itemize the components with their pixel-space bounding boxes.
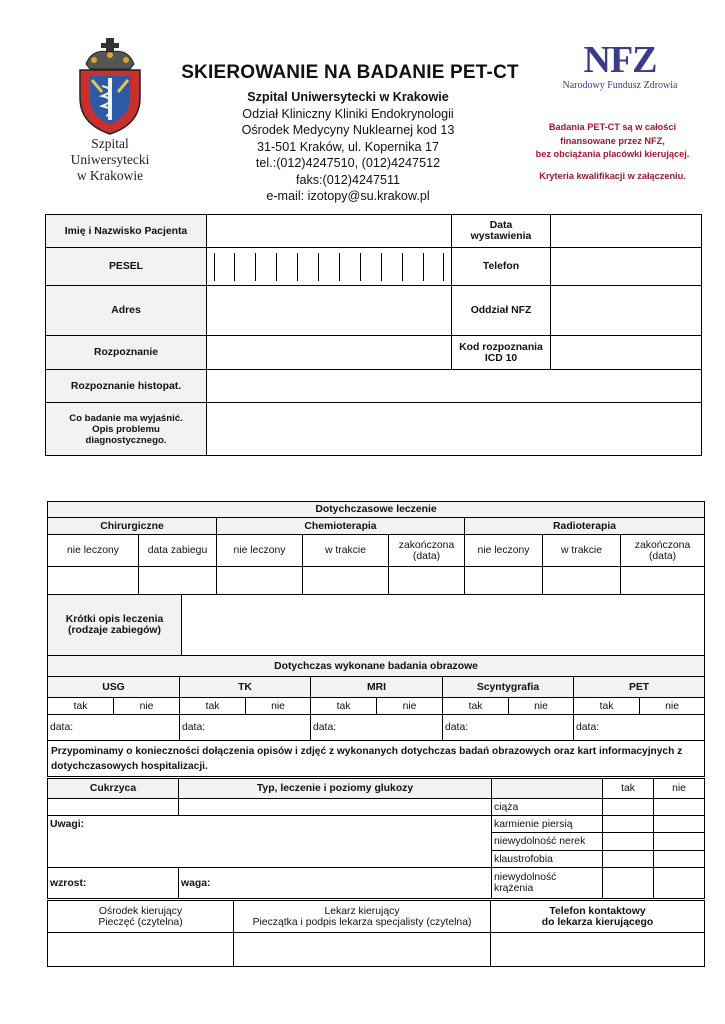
contact-phone-label: Telefon kontaktowy do lekarza kierującego xyxy=(491,901,705,933)
treatment-desc-table xyxy=(47,594,705,656)
pesel-label: PESEL xyxy=(46,248,207,286)
treatment-desc-field[interactable] xyxy=(182,595,705,656)
clinical-table xyxy=(47,778,705,899)
scint-header: Scyntygrafia xyxy=(443,677,574,698)
hospital-address-block: Szpital Uniwersytecki w Krakowie Odział Kliniczny Kliniki Endokrynologii Ośrodek Medycyny Nuklearnej kod 13 31-501 Kraków, ul. Kopernika 17 tel.:(012)4247510, (012)4247512 faks:(012)4247511 e-mail: izotopy@su.krakow.pl xyxy=(241,90,455,203)
explain-label: Co badanie ma wyjaśnić. Opis problemu diagnostycznego. xyxy=(46,403,207,456)
reminder-text: Przypominamy o konieczności dołączenia opisów i zdjęć z wykonanych dotychczas badań obrazowych oraz kart informacyjnych z dotychczasowych hospitalizacji. xyxy=(48,741,705,777)
pet-date[interactable]: data: xyxy=(574,715,705,741)
referring-center-stamp[interactable] xyxy=(48,933,234,967)
mri-header: MRI xyxy=(311,677,443,698)
treatment-field[interactable] xyxy=(465,567,543,595)
hospital-crest-icon xyxy=(72,36,148,136)
pet-yes[interactable]: tak xyxy=(574,698,640,715)
glucose-label: Typ, leczenie i poziomy glukozy xyxy=(179,779,492,799)
diabetes-label: Cukrzyca xyxy=(48,779,179,799)
patient-table xyxy=(45,214,702,456)
usg-yes[interactable]: tak xyxy=(48,698,114,715)
treatment-field[interactable] xyxy=(139,567,217,595)
treatment-title: Dotychczasowe leczenie xyxy=(48,502,705,518)
notes-field[interactable]: Uwagi: xyxy=(48,816,492,868)
referral-footer-table xyxy=(47,900,705,967)
circulation-yes[interactable] xyxy=(603,868,654,899)
phone-label: Telefon xyxy=(452,248,551,286)
imaging-table xyxy=(47,655,705,777)
chemo-not-treated: nie leczony xyxy=(217,535,303,567)
diagnosis-field[interactable] xyxy=(207,336,452,370)
phone-field[interactable] xyxy=(551,248,702,286)
no-header: nie xyxy=(654,779,705,799)
mri-no[interactable]: nie xyxy=(377,698,443,715)
weight-field[interactable]: waga: xyxy=(179,868,492,899)
breastfeeding-no[interactable] xyxy=(654,816,705,833)
icd-label: Kod rozpoznania ICD 10 xyxy=(452,336,551,370)
issue-date-field[interactable] xyxy=(551,215,702,248)
imaging-title: Dotychczas wykonane badania obrazowe xyxy=(48,656,705,677)
patient-name-field[interactable] xyxy=(207,215,452,248)
treatment-desc-label: Krótki opis leczenia (rodzaje zabiegów) xyxy=(48,595,182,656)
height-field[interactable]: wzrost: xyxy=(48,868,179,899)
treatment-field[interactable] xyxy=(543,567,621,595)
tk-no[interactable]: nie xyxy=(246,698,311,715)
referring-doctor-label: Lekarz kierujący Pieczątka i podpis lekarza specjalisty (czytelna) xyxy=(234,901,491,933)
pet-no[interactable]: nie xyxy=(640,698,705,715)
treatment-field[interactable] xyxy=(389,567,465,595)
radio-finished: zakończona (data) xyxy=(621,535,705,567)
claustro-label: klaustrofobia xyxy=(492,851,603,868)
nfz-logo: NFZ Narodowy Fundusz Zdrowia xyxy=(562,39,678,91)
treatment-field[interactable] xyxy=(621,567,705,595)
surgical-not-treated: nie leczony xyxy=(48,535,139,567)
surgical-header: Chirurgiczne xyxy=(48,518,217,535)
page-title: SKIEROWANIE NA BADANIE PET-CT xyxy=(181,62,519,83)
scint-no[interactable]: nie xyxy=(509,698,574,715)
usg-date[interactable]: data: xyxy=(48,715,180,741)
claustro-no[interactable] xyxy=(654,851,705,868)
tk-date[interactable]: data: xyxy=(180,715,311,741)
yes-header: tak xyxy=(603,779,654,799)
treatment-field[interactable] xyxy=(48,567,139,595)
contact-phone-field[interactable] xyxy=(491,933,705,967)
treatment-field[interactable] xyxy=(303,567,389,595)
tk-header: TK xyxy=(180,677,311,698)
issue-date-label: Data wystawienia xyxy=(452,215,551,248)
nfz-dept-label: Oddział NFZ xyxy=(452,286,551,336)
circulation-label: niewydolność krążenia xyxy=(492,868,603,899)
hospital-logo-text: Szpital Uniwersytecki w Krakowie xyxy=(70,136,150,183)
nfz-dept-field[interactable] xyxy=(551,286,702,336)
treatment-field[interactable] xyxy=(217,567,303,595)
breastfeeding-yes[interactable] xyxy=(603,816,654,833)
icd-field[interactable] xyxy=(551,336,702,370)
diagnosis-label: Rozpoznanie xyxy=(46,336,207,370)
pregnancy-label: ciąża xyxy=(492,799,603,816)
breastfeeding-label: karmienie piersią xyxy=(492,816,603,833)
mri-date[interactable]: data: xyxy=(311,715,443,741)
renal-label: niewydolność nerek xyxy=(492,833,603,851)
radio-header: Radioterapia xyxy=(465,518,705,535)
chemo-ongoing: w trakcie xyxy=(303,535,389,567)
surgical-date: data zabiegu xyxy=(139,535,217,567)
scint-date[interactable]: data: xyxy=(443,715,574,741)
scint-yes[interactable]: tak xyxy=(443,698,509,715)
histopat-field[interactable] xyxy=(207,370,702,403)
patient-name-label: Imię i Nazwisko Pacjenta xyxy=(46,215,207,248)
explain-field[interactable] xyxy=(207,403,702,456)
chemo-finished: zakończona (data) xyxy=(389,535,465,567)
chemo-header: Chemioterapia xyxy=(217,518,465,535)
clinical-blank-header xyxy=(492,779,603,799)
renal-yes[interactable] xyxy=(603,833,654,851)
circulation-no[interactable] xyxy=(654,868,705,899)
radio-ongoing: w trakcie xyxy=(543,535,621,567)
radio-not-treated: nie leczony xyxy=(465,535,543,567)
diabetes-field[interactable] xyxy=(48,799,179,816)
address-label: Adres xyxy=(46,286,207,336)
glucose-field[interactable] xyxy=(179,799,492,816)
pregnancy-yes[interactable] xyxy=(603,799,654,816)
renal-no[interactable] xyxy=(654,833,705,851)
histopat-label: Rozpoznanie histopat. xyxy=(46,370,207,403)
address-field[interactable] xyxy=(207,286,452,336)
treatment-table xyxy=(47,501,705,595)
pregnancy-no[interactable] xyxy=(654,799,705,816)
usg-no[interactable]: nie xyxy=(114,698,180,715)
usg-header: USG xyxy=(48,677,180,698)
referring-center-label: Ośrodek kierujący Pieczęć (czytelna) xyxy=(48,901,234,933)
referring-doctor-signature[interactable] xyxy=(234,933,491,967)
mri-yes[interactable]: tak xyxy=(311,698,377,715)
nfz-funding-note: Badania PET-CT są w całości finansowane przez NFZ, bez obciążania placówki kierującej. Kryteria kwalifikacji w załączeniu. xyxy=(535,122,690,181)
claustro-yes[interactable] xyxy=(603,851,654,868)
pet-header: PET xyxy=(574,677,705,698)
tk-yes[interactable]: tak xyxy=(180,698,246,715)
pesel-field[interactable] xyxy=(207,248,452,286)
